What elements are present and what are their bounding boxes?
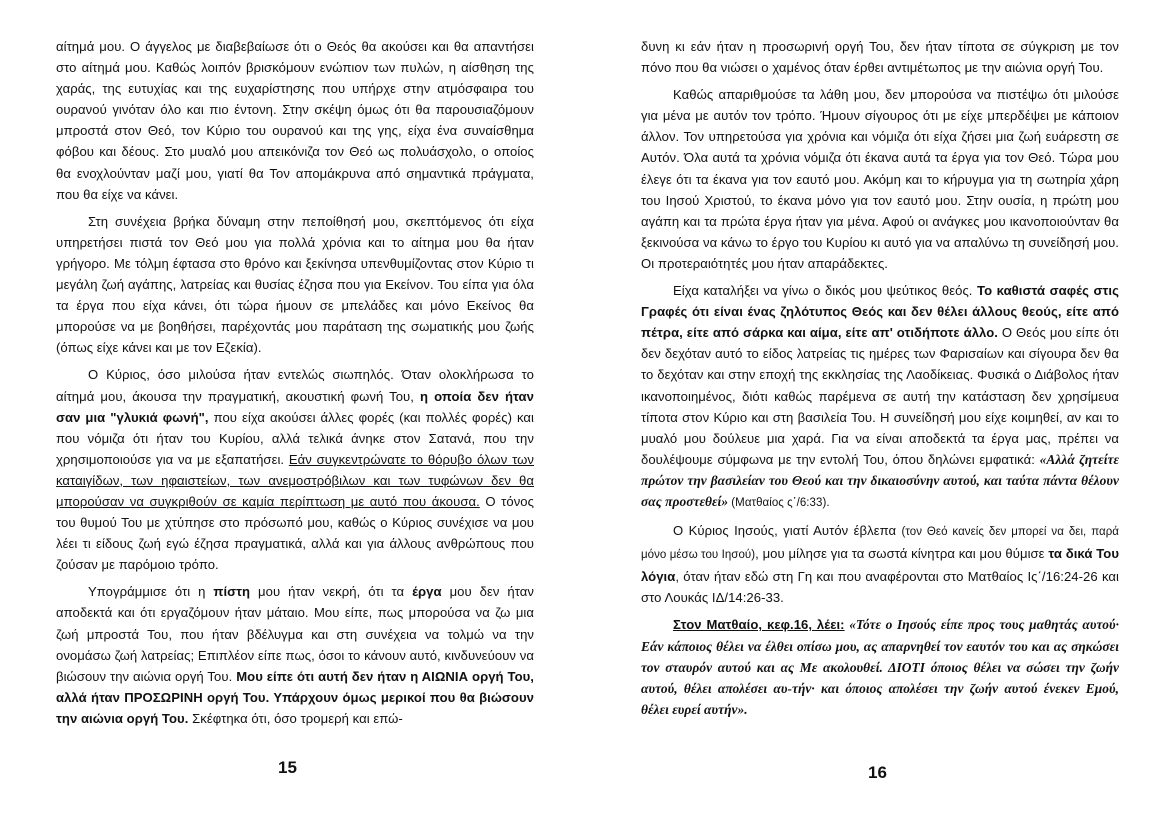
right-paragraph-4 xyxy=(641,520,1119,608)
left-paragraph-3 xyxy=(56,364,534,575)
left-p3-bold-voice: η οποία δεν ήταν σαν μια "γλυκιά φωνή", xyxy=(56,388,534,425)
left-paragraph-1 xyxy=(56,36,534,205)
left-page-text xyxy=(56,36,534,729)
left-p3-text-e: Ο τόνος του θυμού Του με χτύπησε στο πρόσωπό μου, καθώς ο Κύριος συνέχισε να μου λέει τι είδους ζωή εγώ έζησα πραγματικά, αλλά και για άλλους ανθρώπους που ζούσαν με παρόμοιο τρόπο. xyxy=(56,493,534,573)
right-p4-aside: (τον Θεό κανείς δεν μπορεί να δει, παρά μόνο μέσω του Ιησού) xyxy=(641,526,1120,562)
left-p3-underlined: Εάν συγκεντρώνατε το θόρυβο όλων των καταιγίδων, των ηφαιστείων, των ανεμοστρόβιλων και των τυφώνων δεν θα μπορούσαν να συγκριθούν σε καμία περίπτωση με αυτό που άκουσα. xyxy=(56,451,534,509)
right-paragraph-3 xyxy=(641,280,1119,514)
left-paragraph-4 xyxy=(56,581,534,729)
left-p2-text: Στη συνέχεια βρήκα δύναμη στην πεποίθησή μου, σκεπτόμενος ότι είχα υπηρετήσει πιστά τον Θεό μου για πολλά χρόνια και το αίτημα μου θα ήταν γρήγορο. Με τόλμη έφτασα στο θρόνο και ξεκίνησα υπενθυμίζοντας στον Κύριο τι μεγάλη ζωή αγάπης, λατρείας και θυσίας έζησα που για Εκείνον. Του είπα για όλα τα έργα που είχα κάνει, ότι τώρα ήμουν σε μπελάδες και μόνο Εκείνος θα μπορούσε να με βοηθήσει, παρέχοντάς μου παράταση της σωματικής μου ζωής (όπως είχε κάνει και με τον Εζεκία). xyxy=(56,213,534,356)
left-p4-text-c: μου ήταν νεκρή, ότι τα xyxy=(250,584,413,600)
right-p3-reference: (Ματθαίος ς΄/6:33). xyxy=(728,496,830,509)
right-p2-text: Καθώς απαριθμούσε τα λάθη μου, δεν μπορούσα να πιστέψω ότι μιλούσε για μένα με αυτόν τον τρόπο. Ήμουν σίγουρος ότι με είχε μπερδέψει με κάποιον άλλον. Τον υπηρετούσα για χρόνια και νόμιζα ότι είχα ζήσει μια ζωή ευάρεστη σε Αυτόν. Όλα αυτά τα χρόνια νόμιζα ότι έκανα αυτά τα έργα για τον Θεό. Τώρα μου έλεγε ότι τα έκανα για τον εαυτό μου. Ακόμη και το κήρυγμα για τη σωτηρία χάρη του Ιησού Χριστού, το έκανα μόνο για τον εαυτό μου. Στην ουσία, η πρώτη μου αγάπη και τα πρώτα έργα ήταν για μένα. Αφού οι ανάγκες μου ικανοποιούνταν θα ξεκινούσα να κάνω το έργο του Κυρίου κι αυτό για να απαλύνω τη συνείδησή μου. Οι προτεραιότητές μου ήταν απαράδεκτες. xyxy=(641,87,1119,271)
right-p4-text-c: , μου μίλησε για τα σωστά κίνητρα και μου θύμισε xyxy=(755,546,1049,562)
right-paragraph-1 xyxy=(641,36,1119,78)
right-p4-text-a: Ο Κύριος Ιησούς, γιατί Αυτόν έβλεπα xyxy=(673,523,902,539)
right-paragraph-2 xyxy=(641,84,1119,274)
right-p3-text-c: Ο Θεός μου είπε ότι δεν δεχόταν αυτό το είδος λατρείας τις ημέρες των Φαρισαίων και σίγουρα δεν θα το δεχόταν και στην εποχή της εκκλησίας της Λαοδίκειας. Φυσικά ο Διάβολος ήταν ικανοποιημένος, διότι καθώς παρέμενα σε αυτή την κατάσταση δεν χρησίμευα τίποτα στον Κύριο και στη βασιλεία Του. Η συνείδησή μου είχε κοιμηθεί, αν και το μυαλό μου δούλευε μια χαρά. Για να είναι αποδεκτά τα έργα μας, πρέπει να δουλέψουμε σύμφωνα με την εντολή Του, όπου δηλώνει εμφατικά: xyxy=(641,325,1119,467)
right-page-text xyxy=(641,36,1119,720)
right-p5-heading: Στον Ματθαίο, κεφ.16, λέει: xyxy=(673,617,845,633)
left-p4-text-a: Υπογράμμισε ότι η xyxy=(88,584,214,600)
left-p4-text-e: μου δεν ήταν αποδεκτά και ότι εργαζόμουν ήταν μάταιο. Μου είπε, πως μπορούσα να ζω μια ζωή μπροστά Του, που ήταν βδέλυγμα και στη συνέχεια να τολμώ να την ονομάσω ζωή λατρείας; Επιπλέον είπε πως, όσοι το κάνουν αυτό, κινδυνεύουν να βιώσουν την αιώνια οργή Του. xyxy=(56,584,534,684)
right-p3-scripture-quote: «Αλλά ζητείτε πρώτον την βασιλείαν του Θεού και την δικαιοσύνην αυτού, και ταύτα πάντα θέλουν σας προστεθεί» xyxy=(641,451,1119,509)
left-paragraph-2 xyxy=(56,211,534,359)
left-p4-bold-works: έργα xyxy=(412,584,442,600)
right-p5-scripture-quote: «Τότε ο Ιησούς είπε προς τους μαθητάς αυτού· Εάν κάποιος θέλει να έλθει οπίσω μου, ας απαρνηθεί τον εαυτόν του και ας σηκώσει τον σταυρόν αυτού και ας Με ακολουθεί. ΔΙΟΤΙ όποιος θέλει να σώσει την ζωήν αυτού, θέλει απολέσει αυ-τήν· και όποιος απολέσει την ζωήν αυτού ένεκεν Εμού, θέλει ευρεί αυτήν». xyxy=(641,617,1119,717)
right-p3-bold-jealous-god: Το καθιστά σαφές στις Γραφές ότι είναι ένας ζηλότυπος Θεός και δεν θέλει άλλους θεούς, είτε από πέτρα, είτε από σάρκα και αίμα, είτε απ' οτιδήποτε άλλο. xyxy=(641,283,1119,341)
left-p1-text: αίτημά μου. Ο άγγελος με διαβεβαίωσε ότι ο Θεός θα ακούσει και θα απαντήσει στο αίτημά μου. Καθώς λοιπόν βρισκόμουν ενώπιον των πυλών, η αίσθηση της χαράς, της ευτυχίας και της ευχαρίστησης που υπήρχε στην ατμόσφαιρα του ουρανού γινόταν όλο και πιο έντονη. Στην σκέψη όμως ότι θα παρουσιαζόμουν μπροστά στον Θεό, τον Κύριο του ουρανού και της γης, είχα ένα συναίσθημα φόβου και δέους. Στο μυαλό μου απεικόνιζα τον Θεό ως πολυάσχολο, ο οποίος θα ενοχλούνταν μαζί μου, γιατί θα Τον απομάκρυνα από σημαντικά πράγματα, που θα είχε να κάνει. xyxy=(56,39,534,202)
page-number-15: 15 xyxy=(278,758,297,777)
right-p4-bold-his-words: τα δικά Του λόγια xyxy=(641,546,1119,585)
right-p1-text: δυνη κι εάν ήταν η προσωρινή οργή Του, δεν ήταν τίποτα σε σύγκριση με τον πόνο που θα νιώσει ο χαμένος όταν έρθει αντιμέτωπος με την αιώνια οργή Του. xyxy=(641,39,1119,76)
left-p4-bold-faith: πίστη xyxy=(213,584,251,600)
right-p4-text-e: , όταν ήταν εδώ στη Γη και που αναφέρονται στο Ματθαίος Ις΄/16:24-26 και στο Λουκάς ΙΔ/14:26-33. xyxy=(641,569,1119,606)
left-p3-text-c: που είχα ακούσει άλλες φορές (και πολλές φορές) και που νόμιζα ότι ήταν του Κυρίου, αλλά τελικά άνηκε στον Σατανά, που την χρησιμοποιούσε για να με εξαπατήσει. xyxy=(56,409,534,467)
page-number-16: 16 xyxy=(868,763,887,782)
left-p4-bold-wrath: Μου είπε ότι αυτή δεν ήταν η ΑΙΩΝΙΑ οργή Του, αλλά ήταν ΠΡΟΣΩΡΙΝΗ οργή Του. Υπάρχουν όμως μερικοί που θα βιώσουν την αιώνια οργή Του. xyxy=(56,668,534,726)
right-p3-text-a: Είχα καταλήξει να γίνω ο δικός μου ψεύτικος θεός. xyxy=(673,283,978,299)
right-page xyxy=(641,36,1120,782)
left-page xyxy=(56,36,534,777)
right-paragraph-5 xyxy=(641,614,1119,719)
left-p3-text-a: Ο Κύριος, όσο μιλούσα ήταν εντελώς σιωπηλός. Όταν ολοκλήρωσα το αίτημά μου, άκουσα την πραγματική, ακουστική φωνή Του, xyxy=(56,367,534,404)
left-p4-text-g: Σκέφτηκα ότι, όσο τρομερή και επώ- xyxy=(188,710,403,726)
